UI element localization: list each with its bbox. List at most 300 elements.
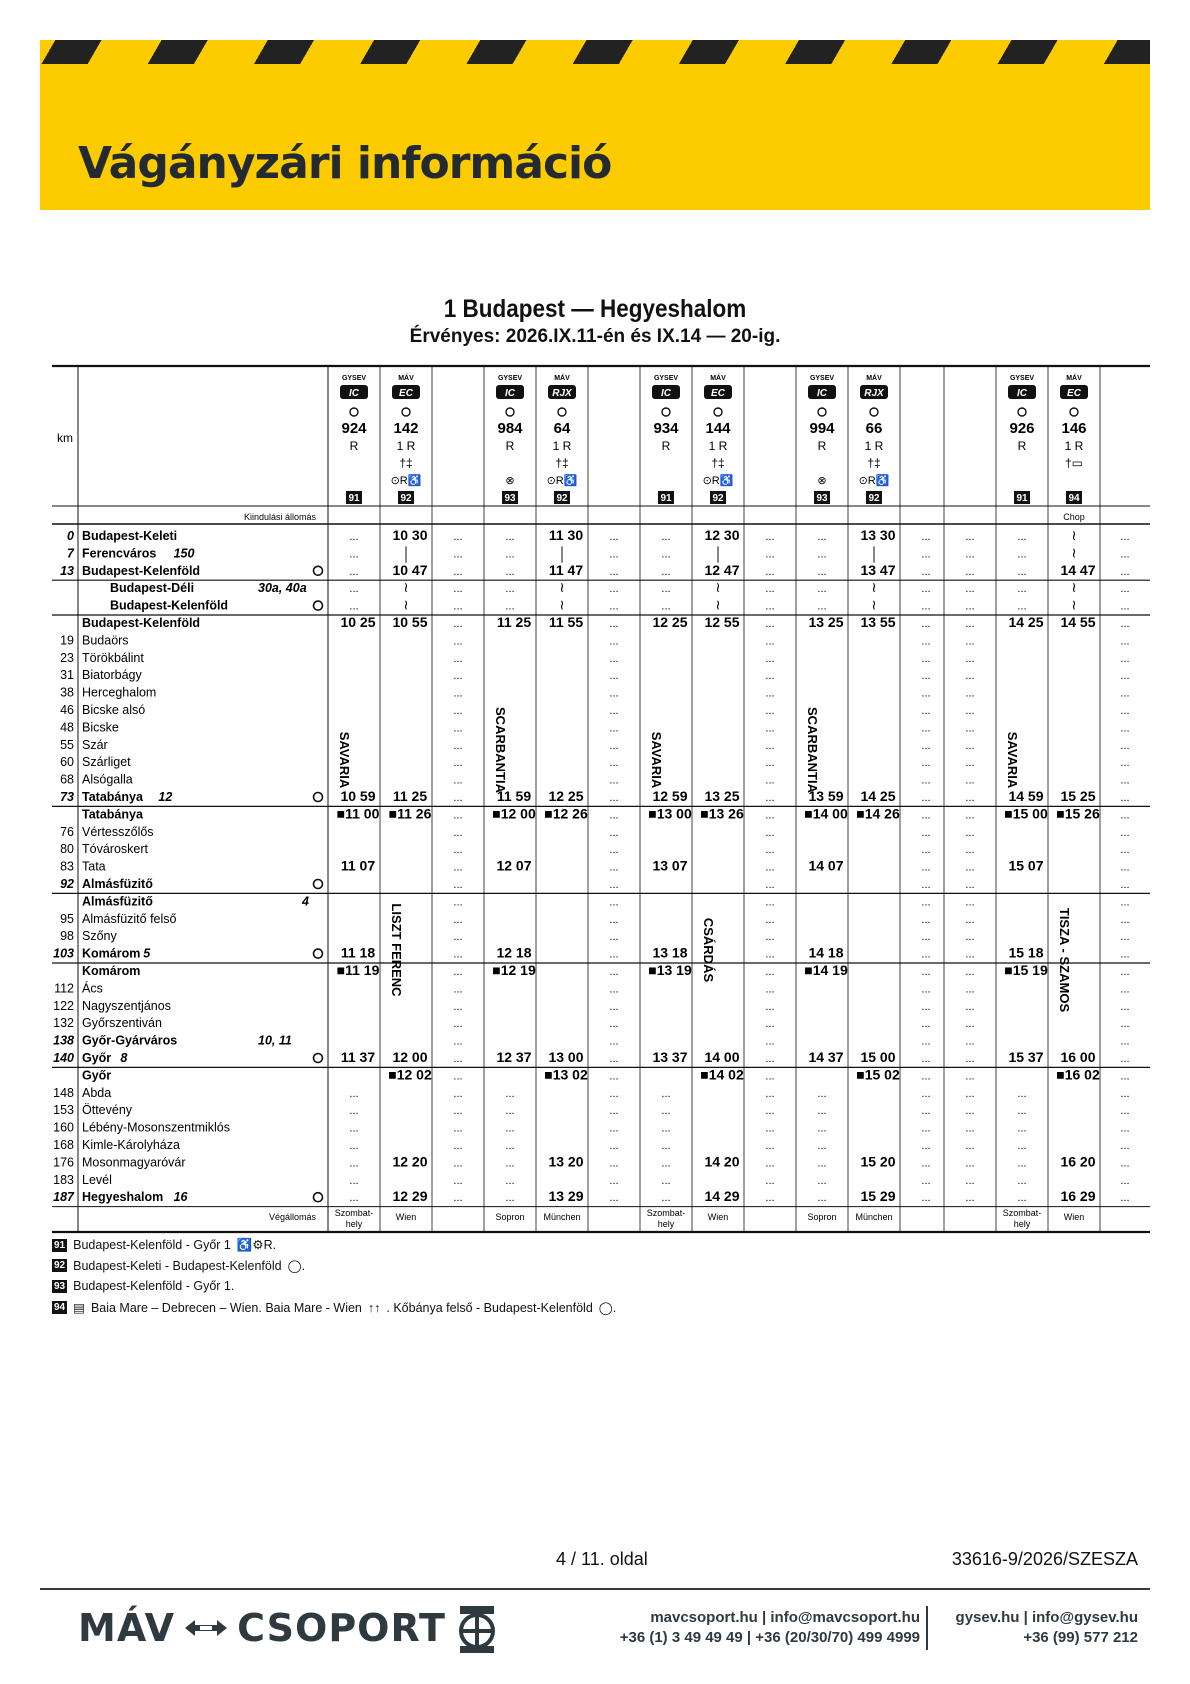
- station-name: Bicske alsó: [82, 703, 146, 717]
- gysev-phone: +36 (99) 577 212: [1023, 1629, 1138, 1646]
- no-stop-dots: ...: [965, 618, 975, 630]
- departure-time: 14 25: [1008, 614, 1044, 630]
- departure-time: 11 59: [496, 788, 532, 804]
- station-name: Herceghalom: [82, 685, 157, 700]
- ring-icon: [402, 408, 410, 416]
- station-name: Ács: [82, 981, 103, 996]
- no-stop-dots: ...: [765, 1000, 775, 1013]
- stop-ring-icon: [314, 949, 323, 958]
- departure-time: 12 30: [704, 527, 740, 543]
- no-stop-dots: ...: [765, 565, 775, 578]
- no-stop-dots: ...: [1017, 1087, 1027, 1100]
- no-stop-dots: ...: [765, 774, 775, 787]
- no-stop-dots: ...: [1120, 531, 1130, 543]
- departure-time: 15 37: [1008, 1049, 1044, 1065]
- train-type-text: IC: [661, 388, 671, 399]
- no-stop-dots: ...: [921, 896, 931, 909]
- train-name: CSÁRDÁS: [701, 917, 716, 983]
- no-stop-dots: ...: [817, 1192, 827, 1205]
- no-stop-dots: ...: [965, 1122, 975, 1135]
- km-value: 95: [60, 911, 74, 926]
- no-stop-dots: ...: [765, 948, 775, 961]
- km-value: 68: [60, 772, 74, 787]
- no-stop-dots: ...: [921, 705, 931, 717]
- no-stop-dots: ...: [1120, 1192, 1130, 1205]
- no-stop-dots: ...: [921, 966, 931, 978]
- km-value: 23: [60, 650, 74, 665]
- no-stop-dots: ...: [965, 1140, 975, 1152]
- km-value: 122: [53, 998, 74, 1013]
- no-stop-dots: ...: [609, 809, 619, 822]
- no-stop-dots: ...: [965, 1174, 975, 1187]
- no-stop-dots: ...: [609, 1053, 619, 1065]
- no-stop-dots: ...: [765, 844, 775, 857]
- destination-station: Szombat-: [334, 1208, 374, 1218]
- no-stop-dots: ...: [609, 565, 619, 578]
- footnote-91: 91 Budapest-Kelenföld - Győr 1 ♿⚙R.: [54, 1238, 277, 1252]
- departure-time: ■12 19: [492, 962, 536, 978]
- table-reference: 5: [143, 946, 151, 961]
- no-stop-dots: ...: [453, 966, 463, 978]
- no-stop-dots: ...: [453, 931, 463, 944]
- departure-time: 14 29: [704, 1188, 740, 1205]
- no-stop-dots: ...: [349, 531, 359, 543]
- train-number: 934: [653, 420, 679, 437]
- no-stop-dots: ...: [1120, 635, 1130, 648]
- no-stop-dots: ...: [921, 826, 931, 839]
- no-stop-dots: ...: [921, 983, 931, 996]
- operator-label: GYSEV: [653, 375, 679, 382]
- no-stop-dots: ...: [1120, 1000, 1130, 1013]
- mav-csoport-logo: MÁV CSOPORT: [78, 1606, 446, 1650]
- train-number: 984: [497, 420, 523, 437]
- no-stop-dots: ...: [765, 792, 775, 804]
- no-stop-dots: ...: [453, 1018, 463, 1031]
- no-stop-dots: ...: [817, 1140, 827, 1152]
- bike-reservation-icon: ⊙R♿: [702, 475, 734, 487]
- no-stop-dots: ...: [1017, 583, 1027, 596]
- train-name: LISZT FERENC: [389, 903, 404, 997]
- no-stop-dots: ...: [921, 1122, 931, 1135]
- departure-time: 16 00: [1060, 1049, 1096, 1065]
- no-stop-dots: ...: [1120, 913, 1130, 926]
- skip-mark: ≀: [871, 579, 877, 596]
- destination-station: Wien: [395, 1212, 417, 1222]
- no-stop-dots: ...: [609, 1035, 619, 1048]
- no-stop-dots: ...: [349, 1192, 359, 1205]
- no-stop-dots: ...: [349, 1157, 359, 1170]
- no-stop-dots: ...: [1120, 583, 1130, 596]
- no-stop-dots: ...: [661, 565, 671, 578]
- no-stop-dots: ...: [921, 948, 931, 961]
- no-stop-dots: ...: [817, 583, 827, 596]
- no-stop-dots: ...: [609, 913, 619, 926]
- km-value: 176: [53, 1155, 74, 1170]
- no-stop-dots: ...: [965, 600, 975, 613]
- station-name: Levél: [82, 1172, 112, 1187]
- page-number: 4 / 11. oldal: [556, 1549, 648, 1569]
- no-stop-dots: ...: [965, 687, 975, 700]
- no-stop-dots: ...: [1120, 1157, 1130, 1170]
- no-stop-dots: ...: [349, 1087, 359, 1100]
- no-stop-dots: ...: [453, 844, 463, 857]
- sleeper-bus-icon: †▭: [1064, 456, 1084, 470]
- departure-time: 10 30: [392, 527, 428, 543]
- no-stop-dots: ...: [965, 1105, 975, 1118]
- note-number: 91: [348, 493, 360, 504]
- departure-time: 11 30: [548, 527, 584, 543]
- departure-time: 13 37: [652, 1049, 688, 1065]
- no-stop-dots: ...: [609, 531, 619, 543]
- ring-icon: [1070, 408, 1078, 416]
- no-stop-dots: ...: [609, 792, 619, 804]
- station-name: Budapest-Déli: [110, 581, 195, 596]
- no-stop-dots: ...: [965, 983, 975, 996]
- station-name: Budaörs: [82, 633, 129, 648]
- no-stop-dots: ...: [609, 966, 619, 978]
- no-stop-dots: ...: [609, 652, 619, 665]
- no-stop-dots: ...: [965, 722, 975, 735]
- no-stop-dots: ...: [965, 1192, 975, 1205]
- departure-time: ■13 02: [544, 1066, 588, 1083]
- no-stop-dots: ...: [765, 1192, 775, 1205]
- no-stop-dots: ...: [661, 1192, 671, 1205]
- no-stop-dots: ...: [765, 931, 775, 944]
- no-stop-dots: ...: [453, 618, 463, 630]
- operator-label: MÁV: [554, 375, 570, 382]
- ring-icon: [870, 408, 878, 416]
- departure-time: ■14 02: [700, 1066, 744, 1083]
- train-type-text: RJX: [552, 388, 572, 399]
- departure-time: 14 07: [808, 857, 844, 874]
- no-stop-dots: ...: [921, 1070, 931, 1083]
- no-stop-dots: ...: [1120, 966, 1130, 978]
- no-stop-dots: ...: [765, 705, 775, 717]
- km-value: 48: [60, 720, 74, 735]
- no-stop-dots: ...: [765, 1140, 775, 1152]
- ring-icon: [714, 408, 722, 416]
- no-stop-dots: ...: [765, 618, 775, 630]
- no-stop-dots: ...: [765, 983, 775, 996]
- dining-icon: †‡: [867, 456, 881, 470]
- no-stop-dots: ...: [965, 896, 975, 909]
- no-stop-dots: ...: [921, 1105, 931, 1118]
- no-stop-dots: ...: [349, 565, 359, 578]
- departure-time: 10 25: [340, 614, 376, 630]
- station-name: Tatabánya: [82, 807, 143, 822]
- no-stop-dots: ...: [609, 931, 619, 944]
- no-stop-dots: ...: [661, 548, 671, 561]
- departure-time: 15 20: [860, 1153, 896, 1170]
- no-stop-dots: ...: [609, 1105, 619, 1118]
- station-name: Budapest-Keleti: [82, 529, 178, 543]
- table-reference: 16: [173, 1190, 188, 1205]
- no-stop-dots: ...: [453, 1105, 463, 1118]
- km-value: 60: [60, 755, 74, 770]
- no-stop-dots: ...: [609, 948, 619, 961]
- station-name: Abda: [82, 1085, 112, 1100]
- skip-mark: ≀: [559, 596, 565, 613]
- destination-station: Sopron: [807, 1212, 837, 1222]
- no-stop-dots: ...: [817, 531, 827, 543]
- no-stop-dots: ...: [1120, 879, 1130, 891]
- no-stop-dots: ...: [965, 531, 975, 543]
- station-name: Budapest-Kelenföld: [82, 616, 201, 630]
- no-stop-dots: ...: [921, 600, 931, 613]
- no-stop-dots: ...: [349, 1140, 359, 1152]
- no-stop-dots: ...: [1120, 565, 1130, 578]
- no-stop-dots: ...: [453, 670, 463, 683]
- no-stop-dots: ...: [1017, 1105, 1027, 1118]
- table-reference: 4: [302, 894, 309, 909]
- no-stop-dots: ...: [505, 565, 515, 578]
- class-label: R: [1017, 439, 1027, 453]
- no-stop-dots: ...: [453, 826, 463, 839]
- skip-mark: ≀: [1071, 527, 1077, 543]
- destination-label: Végállomás: [268, 1212, 316, 1222]
- operator-label: MÁV: [866, 375, 882, 382]
- no-stop-dots: ...: [965, 879, 975, 891]
- train-name: SCARBANTIA: [493, 707, 508, 793]
- no-stop-dots: ...: [1120, 1140, 1130, 1152]
- no-stop-dots: ...: [965, 966, 975, 978]
- departure-time: ■13 19: [648, 962, 692, 978]
- train-name: TISZA - SZAMOS: [1057, 907, 1072, 1013]
- no-stop-dots: ...: [1120, 948, 1130, 961]
- no-stop-dots: ...: [609, 548, 619, 561]
- no-stop-dots: ...: [965, 705, 975, 717]
- no-stop-dots: ...: [921, 861, 931, 874]
- departure-time: 14 25: [860, 788, 896, 804]
- no-stop-dots: ...: [921, 774, 931, 787]
- station-name: Győrszentiván: [82, 1016, 162, 1031]
- train-name: SCARBANTIA: [805, 707, 820, 793]
- no-stop-dots: ...: [505, 1105, 515, 1118]
- departure-time: 16 20: [1060, 1153, 1096, 1170]
- no-stop-dots: ...: [921, 913, 931, 926]
- no-stop-dots: ...: [505, 600, 515, 613]
- departure-time: 13 25: [808, 614, 844, 630]
- departure-time: 13 20: [548, 1153, 584, 1170]
- no-stop-dots: ...: [765, 670, 775, 683]
- train-number: 146: [1061, 420, 1087, 437]
- no-stop-dots: ...: [1017, 600, 1027, 613]
- no-stop-dots: ...: [965, 913, 975, 926]
- bike-reservation-icon: ⊙R♿: [858, 475, 890, 487]
- no-stop-dots: ...: [609, 983, 619, 996]
- no-stop-dots: ...: [921, 1157, 931, 1170]
- station-name: Tata: [82, 859, 106, 874]
- no-stop-dots: ...: [453, 635, 463, 648]
- no-stop-dots: ...: [349, 1105, 359, 1118]
- no-stop-dots: ...: [765, 1053, 775, 1065]
- no-stop-dots: ...: [609, 1122, 619, 1135]
- no-stop-dots: ...: [453, 983, 463, 996]
- km-value: 73: [60, 790, 74, 804]
- footnote-94: 94 ▤ Baia Mare – Debrecen – Wien. Baia Mare - Wien ↑↑ . Kőbánya felső - Budapest-Kelenföld ◯.: [54, 1300, 617, 1315]
- no-stop-dots: ...: [965, 931, 975, 944]
- note-number: 92: [556, 493, 568, 504]
- no-stop-dots: ...: [1120, 705, 1130, 717]
- origin-station: Chop: [1063, 512, 1085, 522]
- no-stop-dots: ...: [1120, 931, 1130, 944]
- departure-time: 12 00: [392, 1049, 428, 1065]
- no-stop-dots: ...: [765, 1087, 775, 1100]
- train-name: SAVARIA: [337, 731, 352, 789]
- no-stop-dots: ...: [453, 861, 463, 874]
- no-stop-dots: ...: [609, 1087, 619, 1100]
- no-stop-dots: ...: [921, 1140, 931, 1152]
- class-label: 1 R: [864, 439, 884, 453]
- train-type-text: IC: [817, 388, 827, 399]
- km-value: 187: [53, 1190, 74, 1205]
- departure-time: 11 47: [548, 561, 584, 578]
- class-label: R: [817, 439, 827, 453]
- departure-time: 11 55: [548, 614, 584, 630]
- table-reference: 30a, 40a: [258, 581, 307, 596]
- no-stop-dots: ...: [965, 548, 975, 561]
- train-number: 64: [553, 420, 571, 437]
- no-stop-dots: ...: [453, 1000, 463, 1013]
- no-stop-dots: ...: [965, 774, 975, 787]
- departure-time: 13 25: [704, 788, 740, 804]
- no-stop-dots: ...: [1120, 896, 1130, 909]
- no-stop-dots: ...: [453, 896, 463, 909]
- bus-icon: ▤: [73, 1301, 85, 1315]
- departure-time: 13 18: [652, 944, 688, 961]
- no-stop-dots: ...: [453, 1070, 463, 1083]
- no-stop-dots: ...: [453, 809, 463, 822]
- no-stop-dots: ...: [965, 635, 975, 648]
- departure-time: 12 07: [496, 857, 532, 874]
- mav-web[interactable]: mavcsoport.hu | info@mavcsoport.hu: [650, 1609, 920, 1626]
- train-name: SAVARIA: [1005, 731, 1020, 789]
- no-stop-dots: ...: [453, 652, 463, 665]
- departure-time: 10 59: [340, 788, 376, 804]
- no-stop-dots: ...: [505, 1087, 515, 1100]
- no-stop-dots: ...: [817, 1174, 827, 1187]
- ring-icon: [662, 408, 670, 416]
- note-number: 93: [816, 493, 828, 504]
- no-stop-dots: ...: [965, 1157, 975, 1170]
- stop-ring-icon: [314, 566, 323, 575]
- gysev-logo-icon: [452, 1604, 502, 1654]
- departure-time: ■15 19: [1004, 962, 1048, 978]
- no-stop-dots: ...: [609, 1192, 619, 1205]
- no-stop-dots: ...: [1120, 739, 1130, 752]
- departure-time: 11 37: [340, 1049, 376, 1065]
- station-name: Győr-Gyárváros: [82, 1033, 178, 1048]
- train-number: 924: [341, 420, 367, 437]
- km-value: 7: [67, 546, 74, 561]
- no-stop-dots: ...: [765, 1018, 775, 1031]
- no-stop-dots: ...: [965, 583, 975, 596]
- no-stop-dots: ...: [1120, 1035, 1130, 1048]
- departure-time: 12 37: [496, 1049, 532, 1065]
- class-label: 1 R: [1064, 439, 1084, 453]
- station-name: Komárom: [82, 964, 141, 978]
- note-number: 93: [504, 493, 516, 504]
- no-stop-dots: ...: [765, 879, 775, 891]
- no-stop-dots: ...: [965, 1035, 975, 1048]
- no-stop-dots: ...: [453, 1053, 463, 1065]
- no-stop-dots: ...: [349, 1122, 359, 1135]
- stop-ring-icon: [314, 880, 323, 889]
- no-stop-dots: ...: [1120, 687, 1130, 700]
- station-name: Budapest-Kelenföld: [110, 598, 229, 613]
- train-number: 994: [809, 420, 835, 437]
- no-stop-dots: ...: [1120, 600, 1130, 613]
- no-stop-dots: ...: [609, 879, 619, 891]
- departure-time: ■16 02: [1056, 1066, 1100, 1083]
- no-stop-dots: ...: [921, 1174, 931, 1187]
- no-stop-dots: ...: [609, 774, 619, 787]
- departure-time: ■15 26: [1056, 805, 1100, 822]
- station-name: Szőny: [82, 929, 117, 944]
- departure-time: 11 25: [496, 614, 532, 630]
- ring-icon: [506, 408, 514, 416]
- destination-station: hely: [1013, 1219, 1031, 1229]
- no-stop-dots: ...: [1017, 1157, 1027, 1170]
- stop-ring-icon: [314, 1193, 323, 1202]
- no-stop-dots: ...: [609, 583, 619, 596]
- km-value: 168: [53, 1138, 74, 1152]
- station-name: Kimle-Károlyháza: [82, 1138, 180, 1152]
- operator-label: MÁV: [1066, 375, 1082, 382]
- note-number: 92: [712, 493, 724, 504]
- station-name: Öttevény: [82, 1103, 133, 1118]
- class-label: R: [505, 439, 515, 453]
- no-stop-dots: ...: [1120, 1087, 1130, 1100]
- departure-time: 15 25: [1060, 788, 1096, 804]
- departure-time: 12 47: [704, 561, 740, 578]
- no-stop-dots: ...: [609, 1000, 619, 1013]
- no-stop-dots: ...: [921, 739, 931, 752]
- train-number: 66: [865, 420, 883, 437]
- no-stop-dots: ...: [453, 1140, 463, 1152]
- validity-subtitle: Érvényes: 2026.IX.11-én és IX.14 — 20-ig.: [409, 326, 781, 347]
- departure-time: 13 47: [860, 561, 896, 578]
- departure-time: 12 20: [392, 1153, 428, 1170]
- note-number: 91: [660, 493, 672, 504]
- gysev-web[interactable]: gysev.hu | info@gysev.hu: [955, 1609, 1138, 1626]
- station-name: Almásfüzitő: [82, 877, 153, 891]
- operator-label: GYSEV: [1009, 375, 1035, 382]
- no-stop-dots: ...: [661, 1087, 671, 1100]
- km-value: 138: [53, 1033, 74, 1048]
- no-stop-dots: ...: [921, 1087, 931, 1100]
- no-stop-dots: ...: [965, 1087, 975, 1100]
- no-stop-dots: ...: [765, 722, 775, 735]
- bike-icon: ⊗: [505, 475, 515, 487]
- no-stop-dots: ...: [765, 861, 775, 874]
- bike-icon: ⊗: [817, 475, 827, 487]
- operator-label: GYSEV: [341, 375, 367, 382]
- station-name: Biatorbágy: [82, 668, 142, 683]
- class-label: 1 R: [552, 439, 572, 453]
- no-stop-dots: ...: [505, 1174, 515, 1187]
- no-stop-dots: ...: [453, 583, 463, 596]
- train-type-text: EC: [711, 388, 725, 399]
- origin-label: Kiindulási állomás: [243, 512, 316, 522]
- no-stop-dots: ...: [453, 1157, 463, 1170]
- no-stop-dots: ...: [765, 635, 775, 648]
- no-stop-dots: ...: [661, 583, 671, 596]
- no-stop-dots: ...: [921, 618, 931, 630]
- departure-time: 10 47: [392, 561, 428, 578]
- station-name: Győr: [82, 1068, 112, 1083]
- km-value: 140: [53, 1051, 74, 1065]
